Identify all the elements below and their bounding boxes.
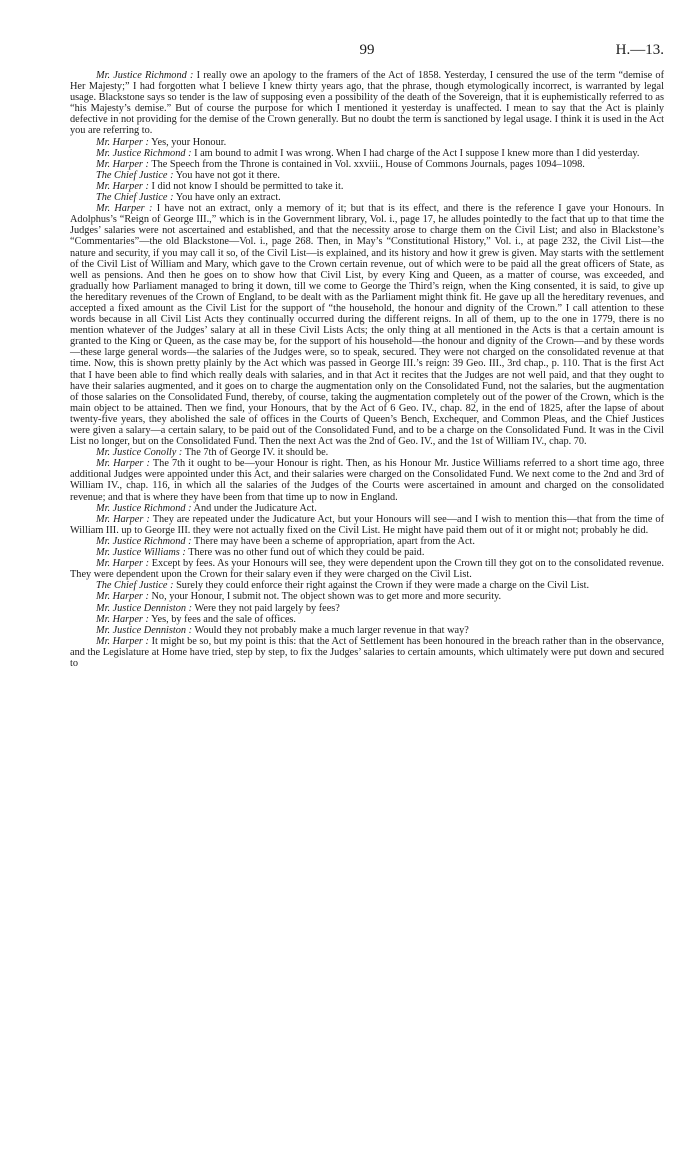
speech-text: There was no other fund out of which they could be paid. — [188, 547, 425, 559]
page-header — [70, 42, 664, 62]
speaker-name: Mr. Harper : — [96, 136, 149, 148]
speaker-name: Mr. Harper : — [96, 158, 149, 170]
speaker-name: Mr. Justice Williams : — [96, 547, 186, 559]
speech-text: They are repeated under the Judicature Act, but your Honours will see—and I wish to mention this—that from the time of William III. up to George III. they were not actually fixed on the Civil List. He might have paid them out of it or might not; probably he did. — [70, 513, 665, 536]
speech-text: And under the Judicature Act. — [193, 502, 317, 514]
speech-text: You have not got it there. — [175, 169, 280, 181]
speech-text: Were they not paid largely by fees? — [194, 602, 340, 614]
speaker-name: The Chief Justice : — [96, 192, 174, 204]
speaker-name: The Chief Justice : — [96, 580, 174, 592]
speech-text: I have not an extract, only a memory of it; but that is its effect, and there is the reference I gave your Honours. In Adolphus’s “Reign of George III.,” which is in the Government library, Vol. i., page 17, he alludes pointedly to the fact that up to that time the Judges’ salaries were not ascertained and established, and that the necessity arose to charge them on the Civil List; and also in Blackstone’s “Commentaries”—the old Blackstone—Vol. i., page 268. Then, in May’s “Constitutional History,” Vol. i., at page 232, the Civil List—the nature and security, if you may call it so, of the Civil List—is explained, and its history and how it grew is given. May starts with the settlement of the Civil List of William and Mary, which gave to the Crown certain revenue, out of which were to be paid all the great officers of State, as well as pensions. And then he goes on to show how that Civil List, by every King and Queen, as a matter of course, was exceeded, and gradually how Parliament managed to bring it down, till we come to George the Third’s reign, when the King consented, it is said, to give up the hereditary revenues of the Crown of England, to be dealt with as the Parliament might think fit. He gave up all the hereditary revenues, and accepted a fixed amount as the Civil List for the support of “the household, the honour and dignity of the Crown.” I call attention to these words because in all Civil List Acts they continually occurred during the different reigns. In all of them, up to the one in 1779, there is no mention whatever of the Judges’ salary at all in these Civil Lists Acts; the only thing at all mentioned in the Acts is that a certain amount is granted to the King or Queen, as the case may be, for the support of his household—the honour and dignity of the Crown—and by these words—these large general words—the salaries of the Judges were, so to speak, secured. They were not charged on the consolidated revenue at that time. Now, this is shown pretty plainly by the Act which was passed in George III.’s reign: 39 Geo. III., 3rd chap., p. 110. That is the first Act that I have been able to find which really deals with salaries, and in that Act it recites that the Judges are not well paid, and that they ought to have their salaries augmented, and it goes on to charge the augmentation only on the Consolidated Fund, not the salaries, but the augmentation of those salaries on the Consolidated Fund, thereby, of course, taking the augmentation completely out of the power of the Crown, which is the main object to be attained. Then we find, your Honours, that by the Act of 6 Geo. IV., chap. 82, in the end of 1825, after the lapse of about twenty-five years, they abolished the sale of offices in the Courts of Queen’s Bench, Exchequer, and Common Pleas, and the Chief Justices were given a salary—a certain salary, to be paid out of the Consolidated Fund, and to be a charge on the Consolidated Fund. It was in the Civil List no longer, but on the Consolidated Fund. Then the next Act was the 2nd of Geo. IV., and the 1st of William IV., chap. 70. — [70, 203, 664, 448]
speaker-name: Mr. Harper : — [96, 458, 150, 470]
transcript-paragraph — [70, 148, 664, 159]
speech-text: There may have been a scheme of appropriation, apart from the Act. — [193, 535, 475, 547]
speaker-name: Mr. Harper : — [96, 591, 149, 603]
speech-text: Would they not probably make a much larger revenue in that way? — [194, 624, 469, 636]
speaker-name: Mr. Harper : — [96, 513, 150, 525]
transcript-paragraph — [70, 547, 664, 558]
transcript-paragraph — [70, 70, 664, 137]
transcript-paragraph — [70, 603, 664, 614]
speaker-name: Mr. Justice Conolly : — [96, 447, 183, 459]
speaker-name: Mr. Harper : — [96, 180, 149, 192]
document-reference: H.—13. — [615, 42, 664, 58]
transcript-paragraph — [70, 203, 664, 447]
transcript-body — [70, 70, 664, 669]
speech-text: Surely they could enforce their right against the Crown if they were made a charge on the Civil List. — [176, 580, 590, 592]
transcript-paragraph — [70, 170, 664, 181]
speaker-name: Mr. Justice Richmond : — [96, 502, 192, 514]
speech-text: You have only an extract. — [175, 192, 281, 204]
speaker-name: Mr. Justice Denniston : — [96, 624, 193, 636]
transcript-paragraph — [70, 447, 664, 458]
speech-text: I am bound to admit I was wrong. When I had charge of the Act I suppose I knew more than I did yesterday. — [194, 147, 640, 159]
transcript-paragraph — [70, 625, 664, 636]
speech-text: The Speech from the Throne is contained in Vol. xxviii., House of Commons Journals, pages 1094–1098. — [151, 158, 585, 170]
transcript-paragraph — [70, 159, 664, 170]
speech-text: It might be so, but my point is this: that the Act of Settlement has been honoured in the breach rather than in the observance, and the Legislature at Home have tried, step by step, to fix the Judges’ salaries to certain amounts, which ultimately were put down and secured to — [70, 635, 665, 669]
speaker-name: The Chief Justice : — [96, 169, 174, 181]
speech-text: Except by fees. As your Honours will see, they were dependent upon the Crown till they got on to the consolidated revenue. They were dependent upon the Crown for their salary even if they were charged on the Civil List. — [70, 558, 664, 581]
speaker-name: Mr. Harper : — [96, 558, 150, 570]
speaker-name: Mr. Justice Richmond : — [96, 70, 194, 81]
speech-text: No, your Honour, I submit not. The object shown was to get more and more security. — [151, 591, 502, 603]
speaker-name: Mr. Harper : — [96, 203, 153, 215]
transcript-paragraph — [70, 514, 664, 536]
transcript-paragraph — [70, 192, 664, 203]
transcript-paragraph — [70, 458, 664, 502]
transcript-paragraph — [70, 181, 664, 192]
transcript-paragraph — [70, 636, 664, 669]
transcript-paragraph — [70, 591, 664, 602]
transcript-paragraph — [70, 558, 664, 580]
transcript-paragraph — [70, 137, 664, 148]
speech-text: Yes, by fees and the sale of offices. — [151, 613, 297, 625]
speech-text: Yes, your Honour. — [151, 136, 227, 148]
speaker-name: Mr. Justice Richmond : — [96, 147, 192, 159]
transcript-paragraph — [70, 503, 664, 514]
page-number: 99 — [359, 42, 375, 58]
speaker-name: Mr. Justice Richmond : — [96, 535, 192, 547]
speech-text: The 7th of George IV. it should be. — [184, 447, 329, 459]
speaker-name: Mr. Harper : — [96, 635, 149, 647]
transcript-paragraph — [70, 614, 664, 625]
speech-text: I really owe an apology to the framers of the Act of 1858. Yesterday, I censured the use of the term “demise of Her Majesty;” I had forgotten what I believe I knew thirty years ago, that the phrase, though etymologically incorrect, is warranted by legal usage. Blackstone says so tender is the law of supposing even a possibility of the death of the Sovereign, that it is euphemistically referred to as “his Majesty’s demise.” But of course the purpose for which I mentioned it yesterday is unaffected. I mean to say that the Act is plainly defective in not providing for the demise of the Crown generally. But no doubt the term is sanctioned by legal usage. I think it is used in the Act you are referring to. — [70, 70, 664, 137]
transcript-paragraph — [70, 580, 664, 591]
transcript-paragraph — [70, 536, 664, 547]
speaker-name: Mr. Harper : — [96, 613, 149, 625]
speech-text: The 7th it ought to be—your Honour is right. Then, as his Honour Mr. Justice Williams referred to a short time ago, three additional Judges were appointed under this Act, and their salaries were charged on the Consolidated Fund. We next come to the 2nd and 3rd of William IV., chap. 116, in which all the salaries of the Judges of the Courts were ascertained in amount and charged on the consolidated revenue; and that is where they have been from that time up to now in England. — [70, 458, 665, 503]
speech-text: I did not know I should be permitted to take it. — [151, 180, 344, 192]
speaker-name: Mr. Justice Denniston : — [96, 602, 193, 614]
